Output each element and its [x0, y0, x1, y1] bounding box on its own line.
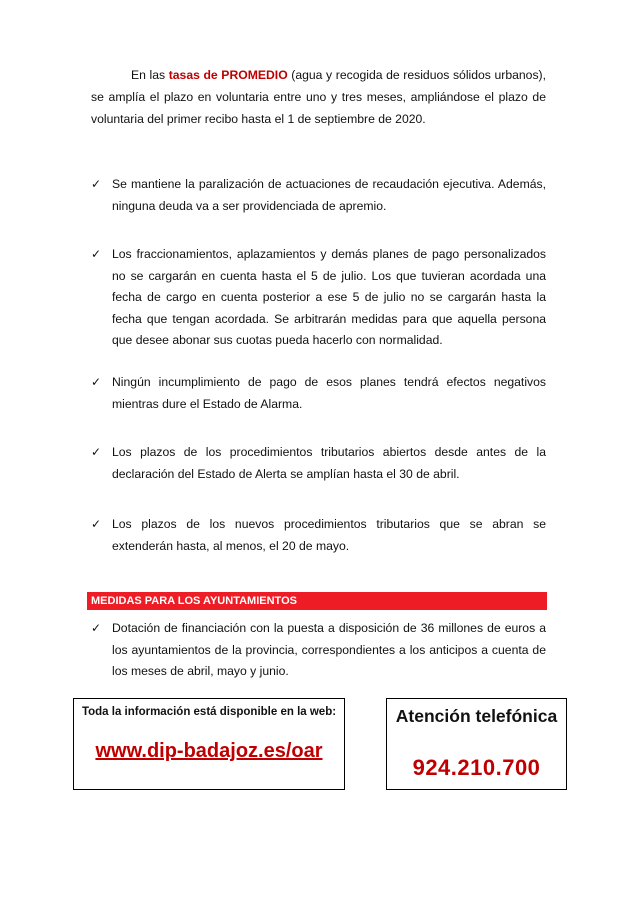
check-icon: ✓ [91, 177, 102, 191]
check-icon: ✓ [91, 247, 102, 261]
check-icon: ✓ [91, 445, 102, 459]
bullet-text: Los fraccionamientos, aplazamientos y demás planes de pago personalizados no se cargarán en cuenta hasta el 5 de julio. Los que tuvieran acordada una fecha de cargo en cuenta posterior a ese 5 de julio no se cargarán hasta la fecha que tengan acordada. Se arbitrarán medidas para que aquella persona que desee abonar sus cuotas pueda hacerlo con normalidad. [112, 247, 546, 347]
bullet-item-2 [91, 244, 546, 352]
bullet-item-4 [91, 442, 546, 485]
check-icon: ✓ [91, 517, 102, 531]
bullet-item-3 [91, 372, 546, 415]
bullet-text: Dotación de financiación con la puesta a disposición de 36 millones de euros a los ayuntamientos de la provincia, correspondientes a los anticipos a cuenta de los meses de abril, mayo y junio. [112, 621, 546, 678]
section-header-bar [87, 592, 547, 610]
bullet-text: Los plazos de los procedimientos tributarios abiertos desde antes de la declaración del Estado de Alerta se amplían hasta el 30 de abril. [112, 445, 546, 481]
bullet-text: Los plazos de los nuevos procedimientos tributarios que se abran se extenderán hasta, al menos, el 20 de mayo. [112, 517, 546, 553]
intro-paragraph [91, 64, 546, 130]
check-icon: ✓ [91, 621, 102, 635]
bullet-item-5 [91, 514, 546, 557]
intro-highlight: tasas de PROMEDIO [168, 68, 288, 82]
section-bullet-item [91, 618, 546, 683]
phone-number: 924.210.700 [412, 755, 541, 780]
web-info-box [73, 698, 345, 790]
check-icon: ✓ [91, 375, 102, 389]
phone-info-box [386, 698, 567, 790]
intro-rest: (agua y recogida de residuos sólidos urbanos), se amplía el plazo en voluntaria entre uno y tres meses, ampliándose el plazo de voluntaria del primer recibo hasta el 1 de septiembre de 2020. [91, 68, 546, 126]
website-link[interactable]: www.dip-badajoz.es/oar [95, 740, 323, 762]
intro-lead: En las [131, 68, 169, 82]
section-title: MEDIDAS PARA LOS AYUNTAMIENTOS [91, 595, 297, 607]
bullet-text: Se mantiene la paralización de actuaciones de recaudación ejecutiva. Además, ninguna deuda va a ser providenciada de apremio. [112, 177, 546, 213]
web-box-header: Toda la información está disponible en la web: [81, 706, 337, 718]
bullet-text: Ningún incumplimiento de pago de esos planes tendrá efectos negativos mientras dure el Estado de Alarma. [112, 375, 546, 411]
bullet-item-1 [91, 174, 546, 217]
phone-box-header: Atención telefónica [395, 706, 558, 726]
